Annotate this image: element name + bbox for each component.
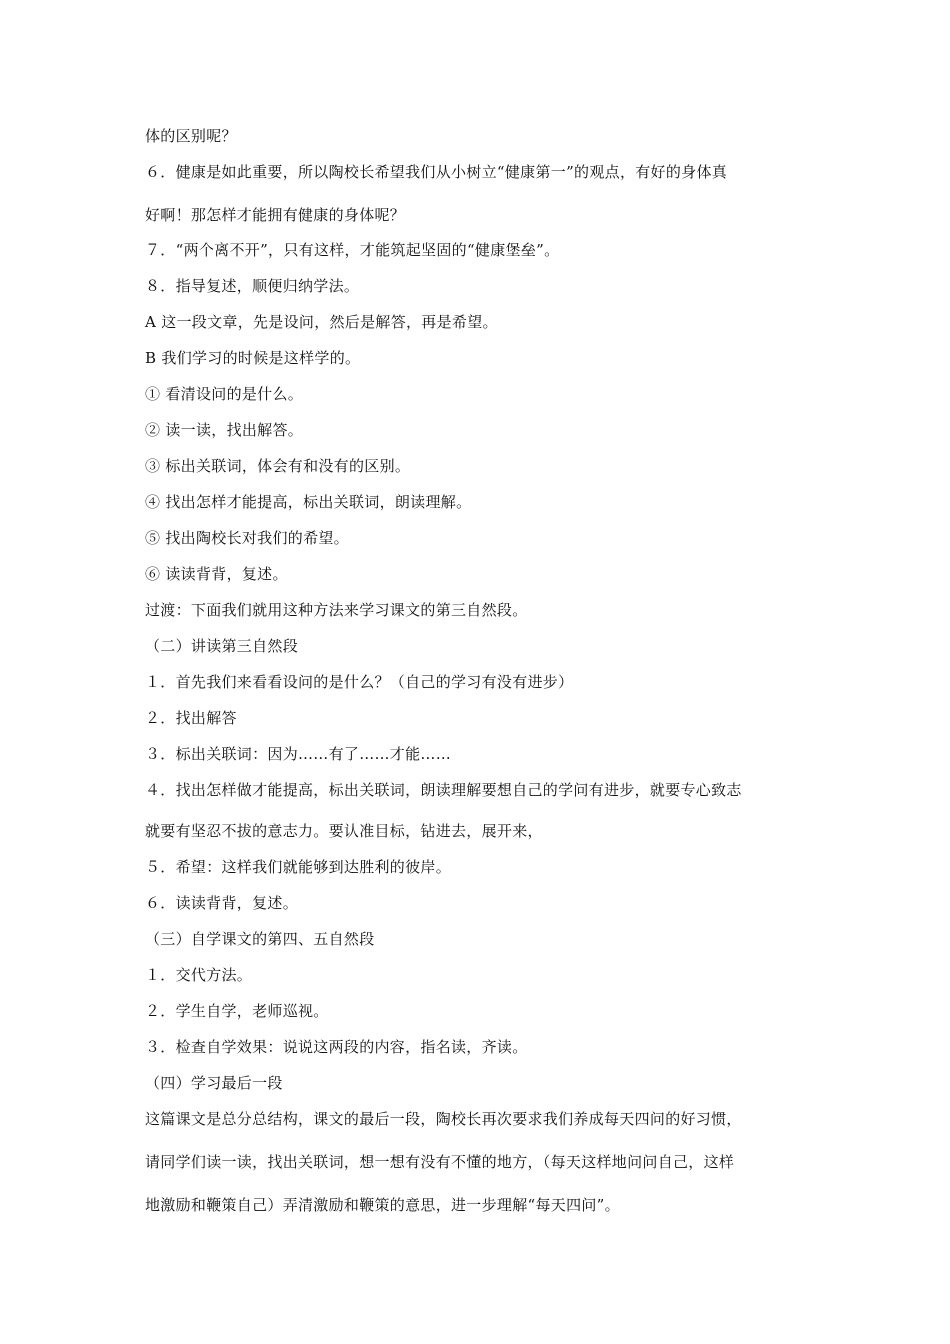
text-line: ３．标出关联词：因为……有了……才能…… <box>145 745 452 763</box>
text-line: ① 看清设问的是什么。 <box>145 385 304 403</box>
text-line: ５．希望：这样我们就能够到达胜利的彼岸。 <box>145 858 452 876</box>
text-line: ３．检查自学效果：说说这两段的内容，指名读，齐读。 <box>145 1038 528 1056</box>
text-line: ８．指导复述，顺便归纳学法。 <box>145 277 360 295</box>
text-line: ６．读读背背，复述。 <box>145 894 299 912</box>
text-line: 好啊！那怎样才能拥有健康的身体呢？ <box>145 206 406 224</box>
text-line: 地激励和鞭策自己）弄清激励和鞭策的意思，进一步理解“每天四问”。 <box>145 1196 620 1214</box>
text-line: 这篇课文是总分总结构，课文的最后一段，陶校长再次要求我们养成每天四问的好习惯， <box>145 1110 742 1128</box>
text-line: ④ 找出怎样才能提高，标出关联词，朗读理解。 <box>145 493 472 511</box>
text-line: B 我们学习的时候是这样学的。 <box>145 349 361 367</box>
text-line: ７．“两个离不开”，只有这样，才能筑起坚固的“健康堡垒”。 <box>145 241 560 259</box>
text-line: A 这一段文章，先是设问，然后是解答，再是希望。 <box>145 313 498 331</box>
text-line: １．首先我们来看看设问的是什么？（自己的学习有没有进步） <box>145 673 574 691</box>
text-line: ② 读一读，找出解答。 <box>145 421 304 439</box>
text-line: 体的区别呢？ <box>145 127 237 145</box>
text-line: ⑥ 读读背背，复述。 <box>145 565 288 583</box>
text-line: （四）学习最后一段 <box>145 1074 283 1092</box>
text-line: １．交代方法。 <box>145 966 253 984</box>
text-line: ③ 标出关联词，体会有和没有的区别。 <box>145 457 411 475</box>
text-line: 过渡：下面我们就用这种方法来学习课文的第三自然段。 <box>145 601 528 619</box>
text-line: ２．学生自学，老师巡视。 <box>145 1002 329 1020</box>
text-line: 请同学们读一读，找出关联词，想一想有没有不懂的地方，（每天这样地问问自己，这样 <box>145 1153 735 1171</box>
text-line: ⑤ 找出陶校长对我们的希望。 <box>145 529 349 547</box>
text-line: ２．找出解答 <box>145 709 237 727</box>
text-line: 就要有坚忍不拔的意志力。要认准目标，钻进去，展开来， <box>145 822 543 840</box>
text-line: （二）讲读第三自然段 <box>145 637 299 655</box>
text-line: ４．找出怎样做才能提高，标出关联词，朗读理解要想自己的学问有进步，就要专心致志 <box>145 781 742 799</box>
text-line: ６．健康是如此重要，所以陶校长希望我们从小树立“健康第一”的观点，有好的身体真 <box>145 163 728 181</box>
text-line: （三）自学课文的第四、五自然段 <box>145 930 375 948</box>
